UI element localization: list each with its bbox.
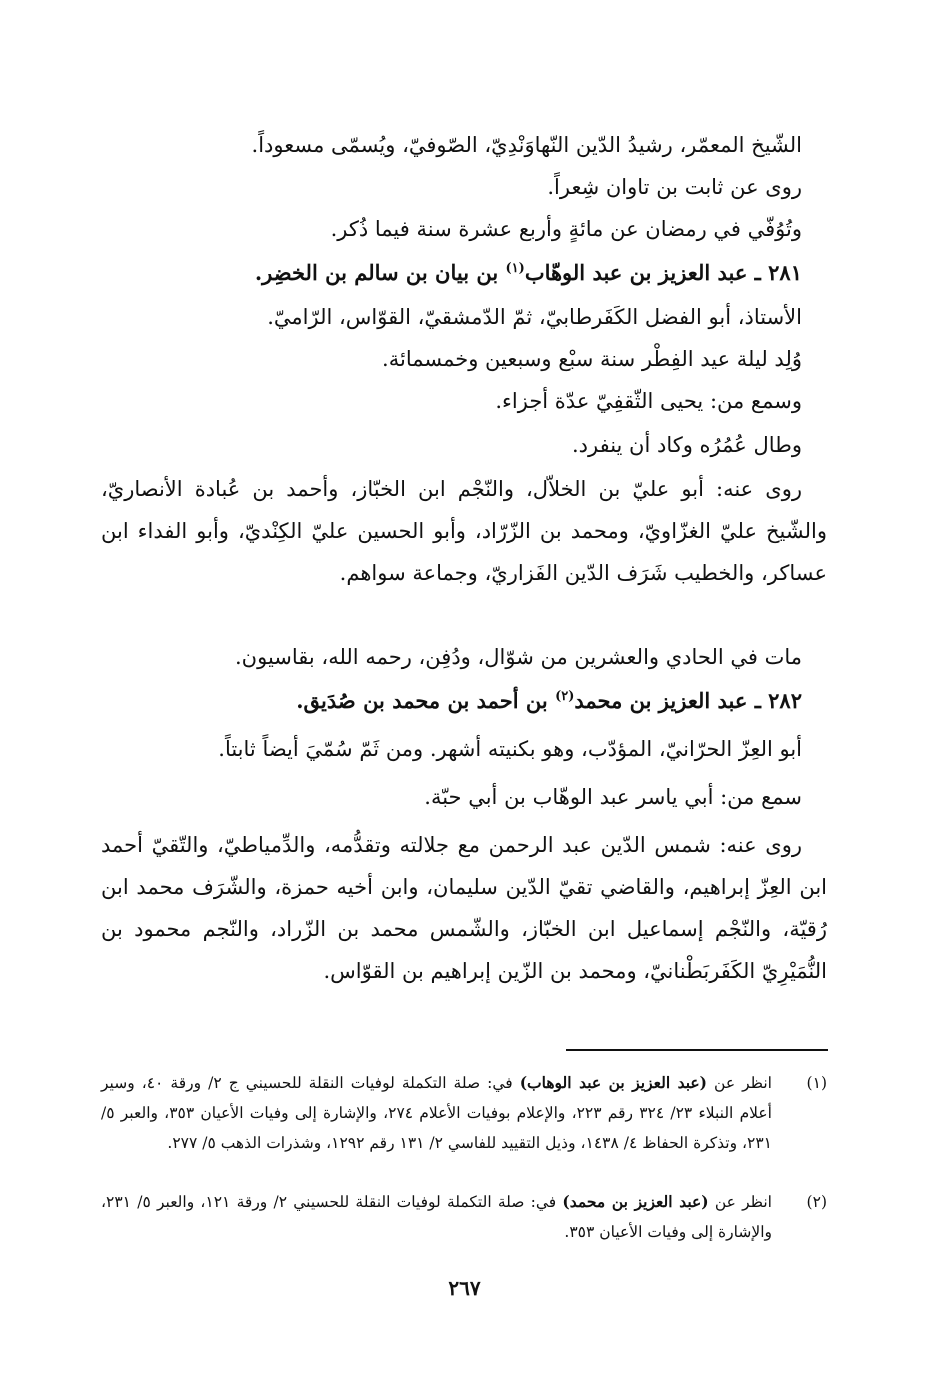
entry-282-heading-lineage: بن أحمد بن محمد بن صُدَيق. xyxy=(296,688,556,713)
text-line: الشّيخ المعمّر، رشيدُ الدّين النّهاوَنْدِيّ، الصّوفيّ، ويُسمّى مسعوداً. xyxy=(251,133,802,157)
narrators-paragraph-281 xyxy=(101,468,827,594)
narrators-text-281: روى عنه: أبو عليّ بن الخلاّل، والنّجْم ابن الخبّاز، وأحمد بن عُبادة الأنصاريّ، والشّيخ عليّ الغزّاويّ، ومحمد بن الزّرّاد، وأبو الحسين عليّ الكِنْديّ، وأبو الفداء ابن عساكر، والخطيب شَرَف الدّين الفَزاريّ، وجماعة سواهم. xyxy=(101,477,827,585)
footnote-prefix: انظر عن xyxy=(707,1074,772,1092)
footnote-ref-1: (١) xyxy=(505,261,525,276)
footnote-subject: (عبد العزيز بن عبد الوهاب) xyxy=(519,1073,708,1092)
entry-281-heading xyxy=(102,252,802,294)
text-line: الأستاذ، أبو الفضل الكَفَرطابيّ، ثمّ الدّمشقيّ، القوّاس، الرّاميّ. xyxy=(267,305,802,329)
footnote-text xyxy=(101,1068,772,1158)
page-number: ٢٦٧ xyxy=(448,1276,481,1300)
text-line: وسمع من: يحيى الثّقفِيّ عدّة أجزاء. xyxy=(495,389,802,413)
footnote-sources: في: صلة التكملة لوفيات النقلة للحسيني ج ٢/ ورقة ٤٠، وسير أعلام النبلاء ٢٣/ ٣٢٤ رقم ٢٢٣، والإعلام بوفيات الأعلام ٢٧٤، والإشارة إلى وفيات الأعيان ٣٥٣، والعبر ٥/ ٢٣١، وتذكرة الحفاظ ٤/ ١٤٣٨، وذيل التقييد للفاسي ٢/ ١٣١ رقم ١٢٩٢، وشذرات الذهب ٥/ ٢٧٧. xyxy=(101,1074,772,1152)
text-line: أبو العِزّ الحرّانيّ، المؤدّب، وهو بكنيته أشهر. ومن ثَمّ سُمّيَ أيضاً ثابتاً. xyxy=(218,737,802,761)
text-line: وتُوُفّي في رمضان عن مائةٍ وأربع عشرة سنة فيما ذُكر. xyxy=(330,217,802,241)
entry-281-heading-name: ٢٨١ ـ عبد العزيز بن عبد الوهّاب xyxy=(524,260,802,285)
footnote-text xyxy=(101,1187,772,1247)
text-line: مات في الحادي والعشرين من شوّال، ودُفِن، رحمه الله، بقاسيون. xyxy=(235,645,802,669)
footnote-prefix: انظر عن xyxy=(708,1193,772,1211)
footnote-sources: في: صلة التكملة لوفيات النقلة للحسيني ٢/ ورقة ١٢١، والعبر ٥/ ٢٣١، والإشارة إلى وفيات الأعيان ٣٥٣. xyxy=(101,1193,772,1241)
footnote-divider xyxy=(566,1049,828,1051)
footnote-number: (٢) xyxy=(806,1193,827,1211)
text-line: سمع من: أبي ياسر عبد الوهّاب بن أبي حبّة. xyxy=(424,785,802,809)
footnote-number: (١) xyxy=(806,1074,827,1092)
footnote-ref-2: (٢) xyxy=(555,689,575,704)
entry-281-heading-lineage: بن بيان بن سالم بن الخضِر. xyxy=(254,260,506,285)
footnote-1 xyxy=(101,1068,827,1158)
text-line: وطال عُمُرُه وكاد أن ينفرد. xyxy=(571,433,802,457)
text-line: روى عن ثابت بن تاوان شِعراً. xyxy=(547,175,802,199)
footnote-subject: (عبد العزيز بن محمد) xyxy=(562,1192,709,1211)
entry-282-heading xyxy=(102,680,802,722)
narrators-paragraph-282 xyxy=(101,824,827,992)
text-line: وُلِد ليلة عيد الفِطْر سنة سبْع وسبعين وخمسمائة. xyxy=(382,347,802,371)
footnote-2 xyxy=(101,1187,827,1247)
narrators-text-282: روى عنه: شمس الدّين عبد الرحمن مع جلالته وتقدُّمه، والدِّمياطيّ، والتّقيّ أحمد ابن العِزّ إبراهيم، والقاضي تقيّ الدّين سليمان، وابن أخيه حمزة، والشّرَف محمد ابن رُقيّة، والنّجْم إسماعيل ابن الخبّاز، والشّمس محمد بن الزّراد، والنّجم محمود بن النُّمَيْرِيّ الكَفَربَطْنانيّ، ومحمد بن الزّين إبراهيم بن القوّاس. xyxy=(101,833,827,983)
entry-282-heading-name: ٢٨٢ ـ عبد العزيز بن محمد xyxy=(574,688,802,713)
